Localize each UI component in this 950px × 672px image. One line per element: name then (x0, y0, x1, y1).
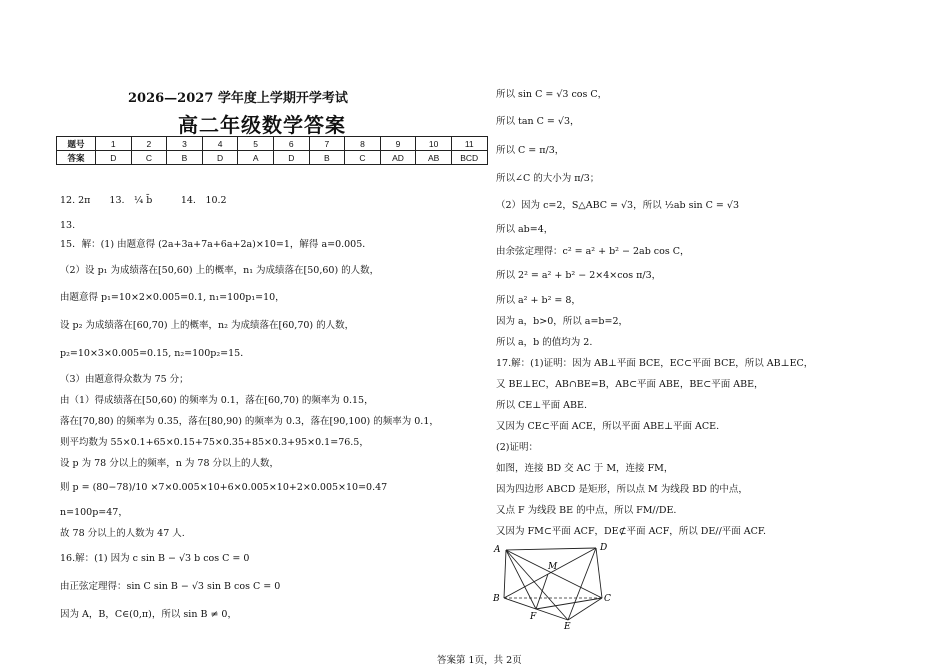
q17-line: 又因为 CE⊂平面 ACE，所以平面 ABE⊥平面 ACE. (496, 421, 720, 432)
q16-line: 所以 tan C = √3， (496, 116, 580, 127)
q15-line: n=100p=47， (60, 507, 128, 518)
question-number: 3 (167, 137, 203, 151)
q16-line: 所以 ab=4， (496, 224, 554, 235)
q15-line: p₂=10×3×0.005=0.15, n₂=100p₂=15． (60, 348, 250, 359)
vertex-label: M (548, 562, 558, 572)
q17-line: (2)证明： (496, 442, 538, 453)
q16-line: 所以 C = π/3， (496, 145, 565, 156)
q17-line: 因为四边形 ABCD 是矩形，所以点 M 为线段 BD 的中点， (496, 484, 748, 495)
question-number: 2 (131, 137, 167, 151)
answer-cell: BCD (451, 151, 487, 165)
answer-key-table (56, 136, 488, 165)
answer-cell: A (238, 151, 274, 165)
answer-cell: B (167, 151, 203, 165)
question-number: 9 (380, 137, 416, 151)
q17-line: 又因为 FM⊂平面 ACF，DE⊄平面 ACF，所以 DE//平面 ACF. (496, 526, 767, 537)
exam-title: 2026—2027 学年度上学期开学考试 (128, 91, 348, 106)
vertex-label: E (564, 622, 571, 630)
q16-line: 所以 a，b 的值均为 2. (496, 337, 593, 348)
q16-line: 由正弦定理得：sin C sin B − √3 sin B cos C = 0 (60, 581, 281, 592)
vertex-label: C (604, 594, 611, 604)
q15-line: 设 p 为 78 分以上的频率，n 为 78 分以上的人数， (60, 458, 280, 469)
question-number: 10 (416, 137, 452, 151)
q15-line: 则平均数为 55×0.1+65×0.15+75×0.35+85×0.3+95×0.1=76.5， (60, 437, 369, 448)
question-number: 4 (202, 137, 238, 151)
q15-line: （2）设 p₁ 为成绩落在[50,60) 上的概率，n₁ 为成绩落在[50,60) 的人数， (60, 265, 380, 276)
q17-line: 如图，连接 BD 交 AC 于 M，连接 FM， (496, 463, 674, 474)
answer-cell: C (345, 151, 381, 165)
q16-line: （2）因为 c=2，S△ABC = √3，所以 ½ab sin C = √3 (496, 200, 739, 211)
answer-cell: C (131, 151, 167, 165)
q15-line: 15．解：(1) 由题意得 (2a+3a+7a+6a+2a)×10=1，解得 a=0.005． (60, 239, 372, 250)
page-footer: 答案第 1页，共 2页 (437, 655, 522, 666)
row-label: 题号 (57, 137, 96, 151)
answer-cell: D (273, 151, 309, 165)
vertex-label: A (494, 545, 501, 555)
answer-cell: B (309, 151, 345, 165)
vertex-label: B (493, 594, 500, 604)
vertex-label: D (600, 543, 608, 553)
q17-line: 又 BE⊥EC，AB∩BE=B，AB⊂平面 ABE，BE⊂平面 ABE， (496, 379, 764, 390)
q17-line: 所以 CE⊥平面 ABE. (496, 400, 587, 411)
geometry-figure (490, 538, 630, 630)
q15-line: 故 78 分以上的人数为 47 人. (60, 528, 185, 539)
q15-line: 由题意得 p₁=10×2×0.005=0.1, n₁=100p₁=10， (60, 292, 285, 303)
row-label: 答案 (57, 151, 96, 165)
answer-cell: D (96, 151, 132, 165)
answer-cell: AB (416, 151, 452, 165)
q15-line: 则 p = (80−78)/10 ×7×0.005×10+6×0.005×10+2×0.005×10=0.47 (60, 482, 388, 493)
q16-line: 16.解：(1) 因为 c sin B − √3 b cos C = 0 (60, 553, 250, 564)
question-number: 11 (451, 137, 487, 151)
question-number: 5 (238, 137, 274, 151)
q16-line: 由余弦定理得：c² = a² + b² − 2ab cos C， (496, 246, 690, 257)
answer-cell: AD (380, 151, 416, 165)
q15-line: （3）由题意得众数为 75 分； (60, 374, 189, 385)
answer-12-14: 12. 2π 13. ¼ b̄ 14. 10.2 (60, 195, 227, 206)
answer-key-number-row (57, 137, 488, 151)
q16-line: 所以 a² + b² = 8， (496, 295, 581, 306)
q17-line: 又点 F 为线段 BE 的中点，所以 FM//DE. (496, 505, 677, 516)
q16-line: 因为 a，b>0，所以 a=b=2， (496, 316, 628, 327)
question-number: 7 (309, 137, 345, 151)
q16-line: 所以 sin C = √3 cos C， (496, 89, 608, 100)
q16-line: 因为 A，B，C∈(0,π)，所以 sin B ≠ 0， (60, 609, 237, 620)
answer-key-answer-row (57, 151, 488, 165)
q15-line: 由（1）得成绩落在[50,60) 的频率为 0.1，落在[60,70) 的频率为 0.15， (60, 395, 374, 406)
question-number: 6 (273, 137, 309, 151)
q16-line: 所以 2² = a² + b² − 2×4×cos π/3， (496, 270, 662, 281)
page-title: 高二年级数学答案 (178, 113, 346, 137)
q15-line: 设 p₂ 为成绩落在[60,70) 上的概率，n₂ 为成绩落在[60,70) 的人数， (60, 320, 355, 331)
answer-13: 13. (60, 220, 76, 231)
question-number: 8 (345, 137, 381, 151)
question-number: 1 (96, 137, 132, 151)
q16-line: 所以∠C 的大小为 π/3； (496, 173, 600, 184)
q15-line: 落在[70,80) 的频率为 0.35，落在[80,90) 的频率为 0.3，落在[90,100) 的频率为 0.1， (60, 416, 439, 427)
q17-line: 17.解：(1)证明：因为 AB⊥平面 BCE，EC⊂平面 BCE，所以 AB⊥EC， (496, 358, 814, 369)
vertex-label: F (530, 612, 537, 622)
answer-cell: D (202, 151, 238, 165)
